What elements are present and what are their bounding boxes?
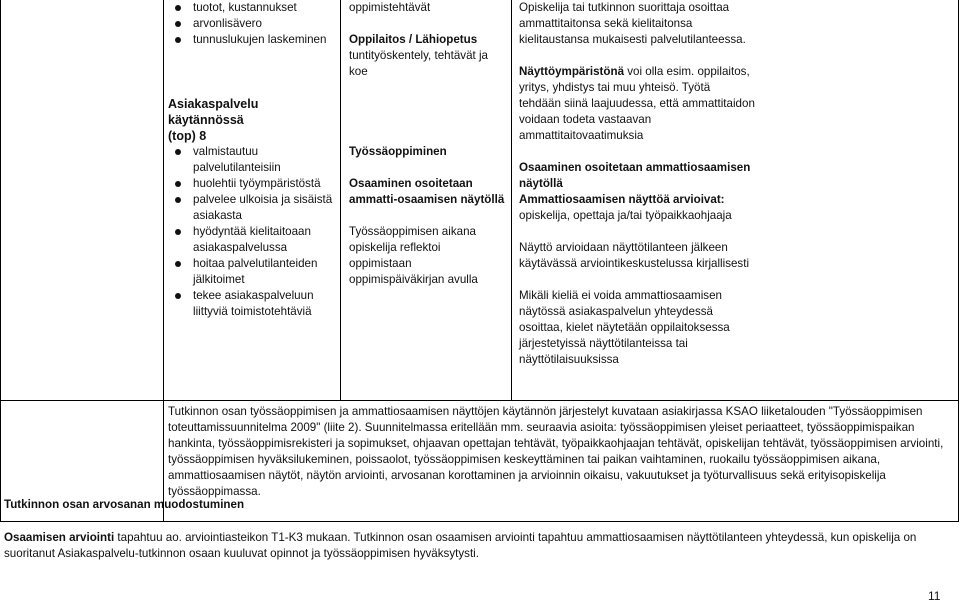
oppilaitos-title: Oppilaitos / Lähiopetus bbox=[349, 33, 478, 46]
list-item: tekee asiakaspalveluun liittyviä toimistotehtäviä bbox=[168, 288, 336, 320]
list-item: hoitaa palvelutilanteiden jälkitoimet bbox=[168, 256, 336, 288]
list-item: tunnuslukujen laskeminen bbox=[168, 32, 336, 48]
top-list bbox=[168, 0, 336, 48]
osoitetaan-title: Osaaminen osoitetaan ammatti-osaamisen näytöllä bbox=[349, 177, 505, 206]
column-divider-3 bbox=[511, 0, 512, 400]
section-title: Asiakaspalvelu käytännössä (top) 8 bbox=[168, 97, 259, 143]
list-item: tuotot, kustannukset bbox=[168, 0, 336, 16]
list-item: hyödyntää kielitaitoaan asiakaspalvelussa bbox=[168, 224, 336, 256]
assessment-paragraph: Osaamisen arviointi tapahtuu ao. arviointiasteikon T1-K3 mukaan. Tutkinnon osan osaamisen arviointi tapahtuu ammattiosaamisen näyttötilanteen yhteydessä, kun opiskelija on suoritanut Asiakaspalvelu-tutkinnon osaan kuuluvat opinnot ja työssäoppimisen hyväksytysti. bbox=[4, 531, 917, 560]
assessment-label: Osaamisen arviointi bbox=[4, 531, 115, 544]
oppilaitos-text: tuntityöskentely, tehtävät ja koe bbox=[349, 49, 488, 78]
oppimistehtavat-text: oppimistehtävät bbox=[349, 1, 431, 14]
tyossaoppiminen-title: Työssäoppiminen bbox=[349, 145, 447, 158]
page-number: 11 bbox=[928, 589, 941, 603]
grade-formation-text: Tutkinnon osan työssäoppimisen ja ammattiosaamisen näyttöjen käytännön järjestelyt kuvataan asiakirjassa KSAO liiketalouden "Työssäoppimisen toteuttamissuunnitelma 2009" (liite 2). Suunnitelmassa eritellään mm. seuraavia asioita: työssäoppimisen yleiset periaatteet, työssäoppimispaikan hankinta, työssäoppimisrekisteri ja sopimukset, ohjaavan opettajan tehtävät, työpaikkaohjaajan tehtävät, opiskelijan tehtävät, työssäoppimisen arviointi, työssäoppimisen hyväksilukeminen, poissaolot, työssäoppimisen keskeyttäminen tai paikan vaihtaminen, ruokailu työssäoppimisen aikana, ammattiosaamisen näytöt, näytön arviointi, arvosanan korottaminen ja arvioinnin oikaisu, vakuutukset ja työturvallisuus sekä erityisopiskelija työssäoppimassa. bbox=[168, 405, 944, 498]
row-divider bbox=[0, 400, 959, 401]
column-divider-2 bbox=[340, 0, 341, 400]
column-content-right bbox=[519, 0, 755, 368]
column-content-left bbox=[168, 0, 336, 320]
kieli-text: Mikäli kieliä ei voida ammattiosaamisen näytössä asiakaspalvelun yhteydessä osoittaa, kielet näytetään oppilaitoksessa järjestetyissä näyttötilanteissa tai näyttötilaisuuksissa bbox=[519, 289, 730, 366]
intro-text: Opiskelija tai tutkinnon suorittaja osoittaa ammattitaitonsa sekä kielitaitonsa kielitaustansa mukaisesti palvelutilanteessa. bbox=[519, 1, 746, 46]
section-list bbox=[168, 144, 336, 320]
table-border-bottom bbox=[0, 521, 959, 522]
arviointi-text: Näyttö arvioidaan näyttötilanteen jälkeen käytävässä arviointikeskustelussa kirjallisesti bbox=[519, 241, 750, 270]
table-border-left bbox=[0, 0, 1, 522]
arvioivat-label: Ammattiosaamisen näyttöä arvioivat: bbox=[519, 193, 725, 206]
column-divider-1 bbox=[163, 0, 164, 522]
list-item: palvelee ulkoisia ja sisäistä asiakasta bbox=[168, 192, 336, 224]
environment-text: Näyttöympäristönä voi olla esim. oppilaitos, yritys, yhdistys tai muu yhteisö. Työtä tehdään siinä laajuudessa, että ammattitaidon voidaan todeta vastaavan ammattitaitovaatimuksia bbox=[519, 65, 755, 142]
osoitetaan-title-right: Osaaminen osoitetaan ammattiosaamisen näytöllä bbox=[519, 161, 751, 190]
arvioivat-text: opiskelija, opettaja ja/tai työpaikkaohjaaja bbox=[519, 209, 732, 222]
grade-formation-label: Tutkinnon osan arvosanan muodostuminen bbox=[4, 498, 245, 511]
table-border-right bbox=[958, 0, 959, 522]
environment-label: Näyttöympäristönä bbox=[519, 65, 625, 78]
column-content-middle bbox=[349, 0, 505, 288]
list-item: huolehtii työympäristöstä bbox=[168, 176, 336, 192]
tyossaoppiminen-text: Työssäoppimisen aikana opiskelija reflektoi oppimistaan oppimispäiväkirjan avulla bbox=[349, 225, 478, 286]
list-item: arvonlisävero bbox=[168, 16, 336, 32]
list-item: valmistautuu palvelutilanteisiin bbox=[168, 144, 336, 176]
